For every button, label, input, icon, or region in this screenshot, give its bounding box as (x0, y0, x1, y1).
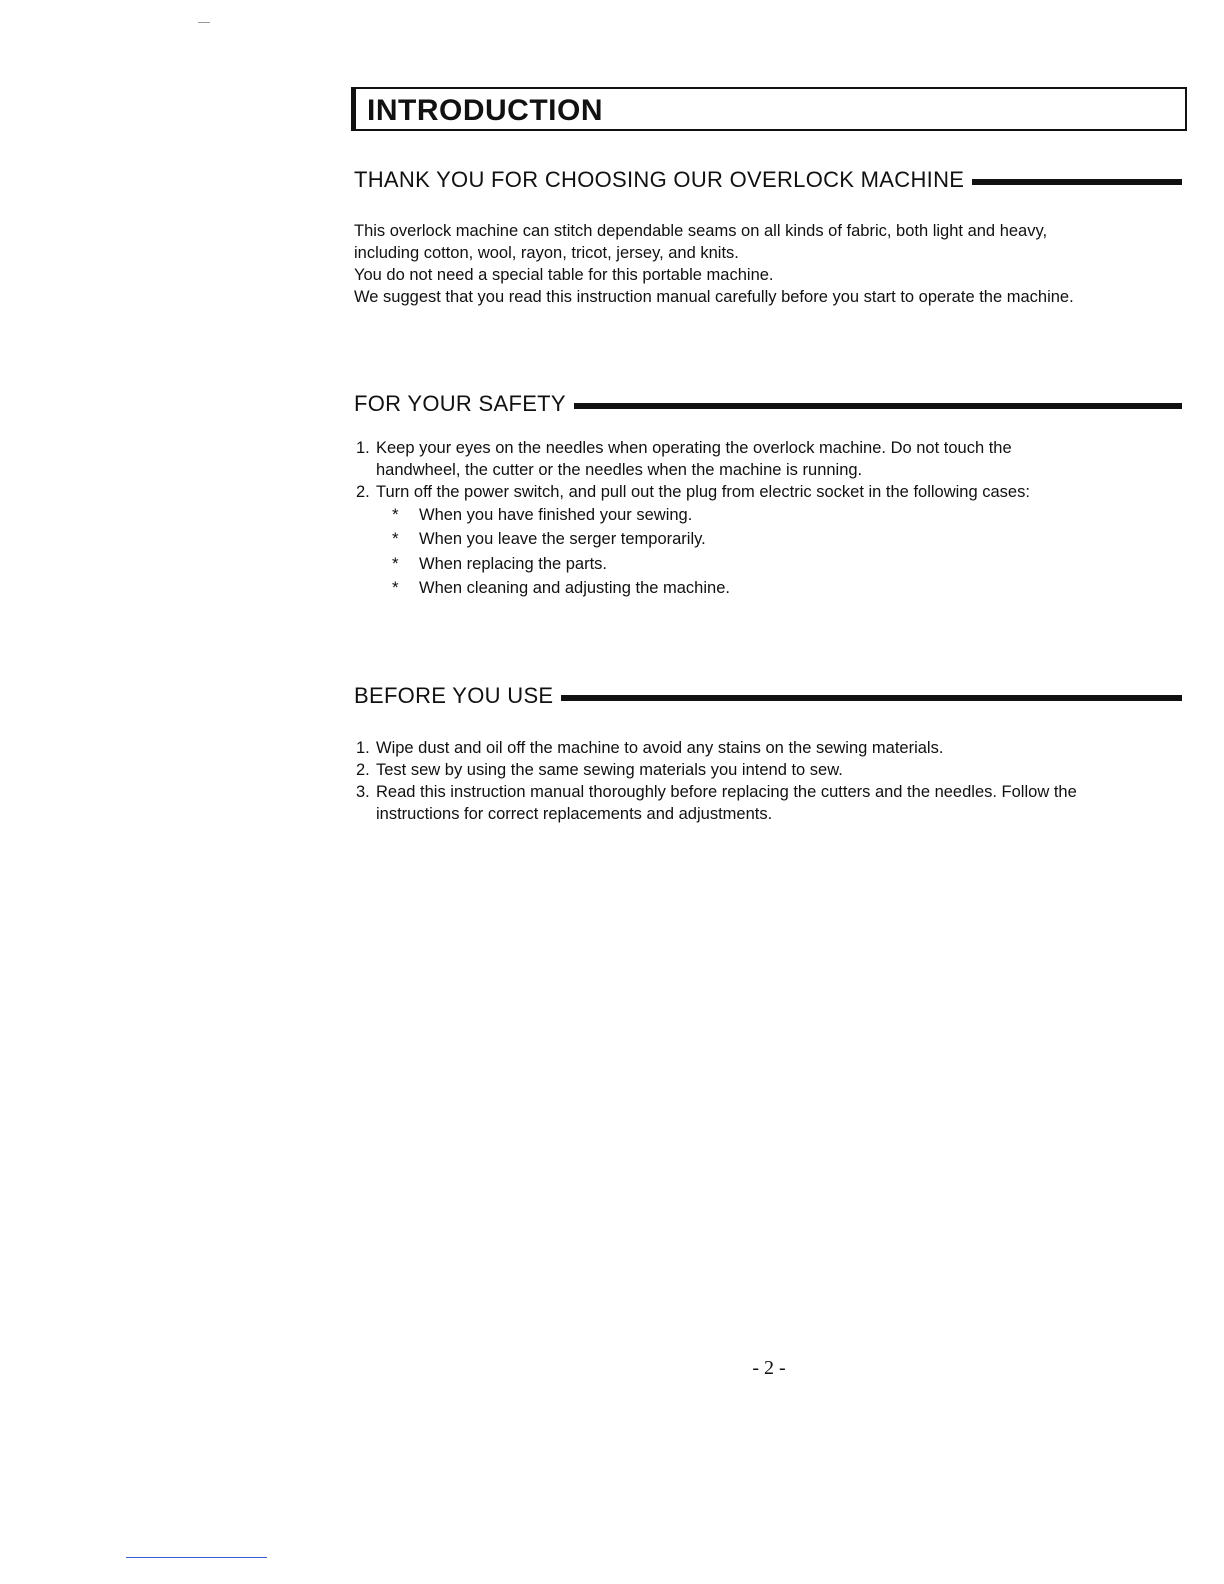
item-text: Read this instruction manual thoroughly before replacing the cutters and the needles. Follow the (376, 783, 1077, 801)
item-number: 1. (356, 739, 370, 757)
bottom-rule (126, 1557, 267, 1558)
section-heading-rule (972, 179, 1182, 185)
safety-item-2 (356, 481, 1186, 503)
item-number: 1. (356, 439, 370, 457)
item-number: 2. (356, 761, 370, 779)
intro-line: This overlock machine can stitch dependable seams on all kinds of fabric, both light and heavy, (354, 222, 1048, 240)
subitem-text: When you leave the serger temporarily. (419, 530, 706, 548)
intro-paragraph (354, 220, 1184, 308)
item-text: Keep your eyes on the needles when operating the overlock machine. Do not touch the (376, 439, 1012, 457)
item-number: 2. (356, 483, 370, 501)
item-text: Wipe dust and oil off the machine to avoid any stains on the sewing materials. (376, 739, 944, 757)
section-heading-before-text: BEFORE YOU USE (354, 683, 554, 708)
subitem-text: When cleaning and adjusting the machine. (419, 579, 730, 597)
safety-item-1 (356, 437, 1186, 481)
before-item-3 (356, 781, 1186, 825)
title-box (351, 87, 1187, 131)
intro-line: We suggest that you read this instruction manual carefully before you start to operate the machine. (354, 288, 1074, 306)
safety-subitem (392, 553, 607, 575)
section-heading-before (354, 680, 1182, 712)
intro-line: You do not need a special table for this portable machine. (354, 266, 774, 284)
safety-subitem (392, 577, 730, 599)
page-title: INTRODUCTION (367, 94, 603, 127)
page-number: - 2 - (752, 1357, 786, 1379)
safety-subitem (392, 528, 706, 550)
title-box-left-bar (353, 89, 356, 129)
before-item-2 (356, 759, 1186, 781)
asterisk-icon: * (392, 554, 399, 573)
item-number: 3. (356, 783, 370, 801)
section-heading-thanks-text: THANK YOU FOR CHOOSING OUR OVERLOCK MACHINE (354, 167, 965, 192)
section-heading-rule (574, 403, 1182, 409)
safety-subitem (392, 504, 692, 526)
item-text-continued: instructions for correct replacements and adjustments. (376, 805, 773, 823)
asterisk-icon: * (392, 578, 399, 597)
before-item-1 (356, 737, 1186, 759)
section-heading-rule (561, 695, 1182, 701)
asterisk-icon: * (392, 529, 399, 548)
section-heading-thanks (354, 164, 1182, 196)
item-text-continued: handwheel, the cutter or the needles when the machine is running. (376, 461, 863, 479)
section-heading-safety-text: FOR YOUR SAFETY (354, 391, 566, 416)
subitem-text: When you have finished your sewing. (419, 506, 693, 524)
intro-line: including cotton, wool, rayon, tricot, jersey, and knits. (354, 244, 739, 262)
asterisk-icon: * (392, 505, 399, 524)
subitem-text: When replacing the parts. (419, 555, 608, 573)
section-heading-safety (354, 388, 1182, 420)
item-text: Turn off the power switch, and pull out the plug from electric socket in the following cases: (376, 483, 1030, 501)
scan-mark (198, 22, 210, 23)
item-text: Test sew by using the same sewing materials you intend to sew. (376, 761, 843, 779)
